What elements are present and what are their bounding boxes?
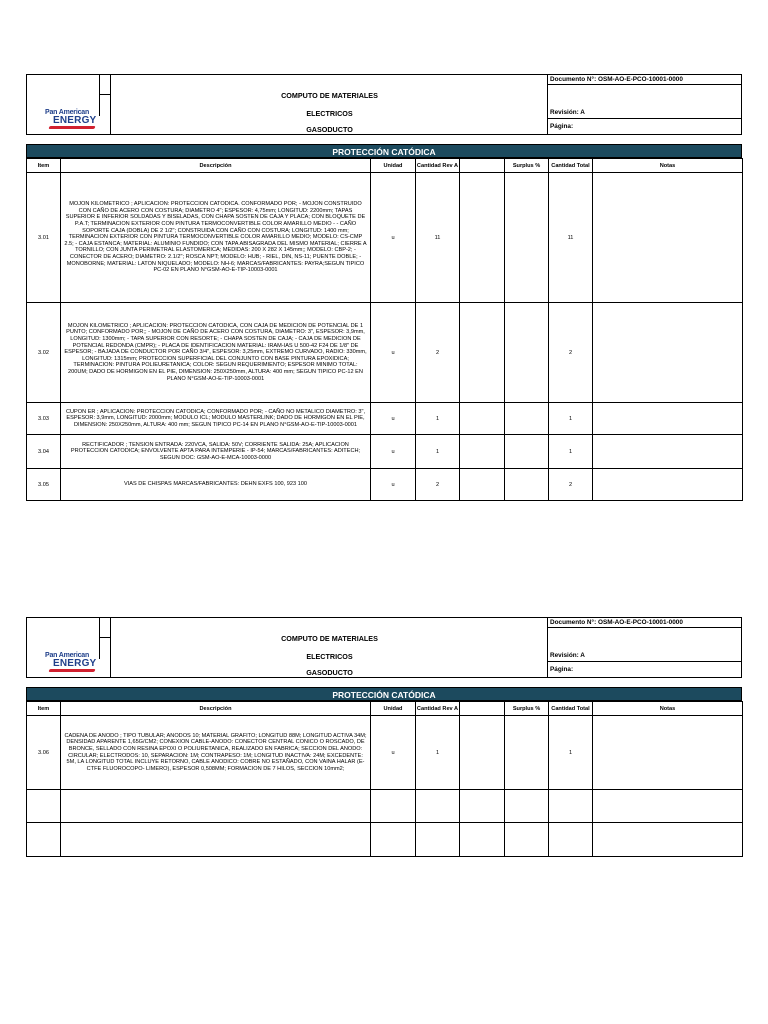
cell-cantidad-rev xyxy=(416,823,460,857)
cell-blank xyxy=(460,435,505,469)
table-row xyxy=(27,469,743,501)
cell-unidad xyxy=(371,823,416,857)
cell-surplus xyxy=(505,823,549,857)
cell-descripcion: MOJON KILOMETRICO ; APLICACION: PROTECCION CATODICA, CON CAJA DE MEDICION DE POTENCIAL DE 1 PUNTO; CONFORMADO POR;; - MOJON DE CAÑO DE ACERO CON COSTURA, DIAMETRO: 3", ESPESOR: 3,9mm, LONGITUD: 1300mm; - TAPA SUPERIOR CON RESORTE; - CHAPA SOSTEN DE CAJA; - CAJA DE MEDICION DE POTENCIAL REDONDA (CMPR); - PLACA DE IDENTIFICACION MATERIAL: IRAM-IAS U 500-42 F24 DE 1/8" DE ESPESOR; - BAJADA DE CONDUCTOR POR CAÑO 3/4", ESPESOR: 3,25mm, EXTREMO CURVADO, RADIO: 330mm, LONGITUD: 1315mm; PROTECCION SUPERFICIAL DEL CONJUNTO CON BASE PINTURA EPOXIDICA; TERMINACION: PINTURA POLIEURETANICA; COLOR: SEGUN REQUERIMIENTO; ESPESOR MINIMO TOTAL: 200UM; DADO DE HORMIGON EN EL PIE, DIMENSION: 250X250mm, ALTURA: 400 mm; SEGUN TIPICO PC-12 EN PLANO N°GSM-AO-E-TIP-10003-0001 xyxy=(61,303,371,403)
revision-label: Revisión: A xyxy=(550,109,585,116)
project-name: GASODUCTO xyxy=(306,668,353,677)
column-header-surplus: Surplus % xyxy=(505,702,549,716)
cell-cantidad-rev: 1 xyxy=(416,716,460,790)
cell-cantidad-rev: 1 xyxy=(416,403,460,435)
logo-text-line2: ENERGY xyxy=(53,658,97,669)
materials-table xyxy=(26,701,743,857)
cell-unidad: u xyxy=(371,173,416,303)
company-logo xyxy=(45,652,101,674)
column-header-unidad: Unidad xyxy=(371,702,416,716)
header-divider xyxy=(548,661,741,662)
cell-blank xyxy=(460,790,505,823)
cell-cantidad-total: 1 xyxy=(549,435,593,469)
document-title: COMPUTO DE MATERIALES xyxy=(281,91,378,100)
cell-cantidad-rev: 1 xyxy=(416,435,460,469)
cell-item: 3.02 xyxy=(27,303,61,403)
table-row xyxy=(27,716,743,790)
column-header-surplus: Surplus % xyxy=(505,159,549,173)
column-header-unidad: Unidad xyxy=(371,159,416,173)
page-label: Página: xyxy=(550,666,574,673)
cell-cantidad-total: 1 xyxy=(549,403,593,435)
company-logo xyxy=(45,109,101,131)
cell-cantidad-total xyxy=(549,790,593,823)
cell-blank xyxy=(460,303,505,403)
cell-cantidad-rev: 2 xyxy=(416,303,460,403)
cell-unidad: u xyxy=(371,469,416,501)
cell-unidad: u xyxy=(371,403,416,435)
column-header-item: Item xyxy=(27,702,61,716)
cell-cantidad-total: 1 xyxy=(549,716,593,790)
cell-notas xyxy=(593,790,743,823)
column-header-blank xyxy=(460,702,505,716)
column-header-cantidad-total: Cantidad Total xyxy=(549,702,593,716)
revision-label: Revisión: A xyxy=(550,652,585,659)
cell-unidad xyxy=(371,790,416,823)
cell-blank xyxy=(460,716,505,790)
logo-text-line1: Pan American xyxy=(45,652,90,659)
table-row xyxy=(27,790,743,823)
document-header xyxy=(26,74,742,135)
logo-text-line2: ENERGY xyxy=(53,115,97,126)
section-title: PROTECCIÓN CATÓDICA xyxy=(26,144,742,158)
table-row xyxy=(27,403,743,435)
cell-item: 3.05 xyxy=(27,469,61,501)
document-header xyxy=(26,617,742,678)
table-header-row xyxy=(27,159,743,173)
header-grid-cell xyxy=(99,618,111,638)
header-divider xyxy=(548,118,741,119)
cell-notas xyxy=(593,469,743,501)
cell-descripcion: CADENA DE ANODO ; TIPO TUBULAR; ANODOS 10; MATERIAL GRAFITO; LONGITUD 88M; LONGITUD ACTIVA 34M; DENSIDAD APARENTE 1,65G/CM2; CONEXION CABLE-ANODO: CONECTOR CENTRAL CONICO O ROSCADO, DE BRONCE, SELLADO CON RESINA EPOXI O POLIURETANICA, REALIZADO EN FABRICA; SECCION DEL ANODO: CIRCULAR; ELECTRODOS: 10, SEPARACION: 1M; CONTRAPESO: 1M; LONGITUD INACTIVA: 24M; EXCEDENTE: 5M, LA LONGITUD TOTAL INCLUYE RETORNO, CABLE ANODICO: COBRE NO ESTAÑADO, CON VAINA HALAR (E-CTFE FLUOROCOPO- LIMERO), ESPESOR 0,508MM; FORMACION DE 7 HILOS, SECCION 10mm2; xyxy=(61,716,371,790)
section-title: PROTECCIÓN CATÓDICA xyxy=(26,687,742,701)
header-divider xyxy=(548,84,741,85)
table-row xyxy=(27,823,743,857)
cell-item xyxy=(27,790,61,823)
table-header-row xyxy=(27,702,743,716)
cell-notas xyxy=(593,403,743,435)
cell-blank xyxy=(460,403,505,435)
header-info-cell xyxy=(548,618,741,677)
cell-surplus xyxy=(505,303,549,403)
cell-cantidad-total xyxy=(549,823,593,857)
header-title-cell xyxy=(111,618,548,677)
logo-text-line1: Pan American xyxy=(45,109,90,116)
cell-surplus xyxy=(505,173,549,303)
document-number: Documento N°: OSM-AO-E-PCO-10001-0000 xyxy=(550,619,683,626)
column-header-blank xyxy=(460,159,505,173)
cell-surplus xyxy=(505,435,549,469)
logo-swoosh-icon xyxy=(48,669,95,672)
cell-notas xyxy=(593,435,743,469)
column-header-cantidad-rev: Cantidad Rev A xyxy=(416,702,460,716)
cell-item xyxy=(27,823,61,857)
materials-table xyxy=(26,158,743,501)
column-header-cantidad-rev: Cantidad Rev A xyxy=(416,159,460,173)
cell-cantidad-total: 2 xyxy=(549,303,593,403)
cell-notas xyxy=(593,303,743,403)
cell-descripcion xyxy=(61,790,371,823)
sheet-page-2 xyxy=(26,617,742,772)
cell-item: 3.06 xyxy=(27,716,61,790)
project-name: GASODUCTO xyxy=(306,125,353,134)
cell-descripcion: VIAS DE CHISPAS MARCAS/FABRICANTES: DEHN EXFS 100, 923 100 xyxy=(61,469,371,501)
cell-surplus xyxy=(505,790,549,823)
cell-blank xyxy=(460,469,505,501)
table-row xyxy=(27,435,743,469)
logo-swoosh-icon xyxy=(48,126,95,129)
column-header-notas: Notas xyxy=(593,159,743,173)
cell-unidad: u xyxy=(371,716,416,790)
column-header-notas: Notas xyxy=(593,702,743,716)
cell-descripcion xyxy=(61,823,371,857)
sheet-page-1 xyxy=(26,74,742,488)
cell-descripcion: RECTIFICADOR ; TENSION ENTRADA: 220VCA, SALIDA: 50V; CORRIENTE SALIDA: 25A; APLICACION PROTECCION CATODICA; ENVOLVENTE APTA PARA INTEMPERIE - IP-54; MARCAS/FABRICANTES: ADITECH; SEGUN DOC: GSM-AO-E-MCA-10003-0000 xyxy=(61,435,371,469)
logo-cell xyxy=(27,75,111,134)
cell-cantidad-rev: 2 xyxy=(416,469,460,501)
column-header-descripcion: Descripción xyxy=(61,159,371,173)
header-divider xyxy=(548,627,741,628)
document-number: Documento N°: OSM-AO-E-PCO-10001-0000 xyxy=(550,76,683,83)
cell-notas xyxy=(593,716,743,790)
cell-surplus xyxy=(505,469,549,501)
header-grid-cell xyxy=(99,75,111,95)
cell-descripcion: MOJON KILOMETRICO ; APLICACION: PROTECCION CATODICA. CONFORMADO POR; - MOJON CONSTRUIDO CON CAÑO DE ACERO CON COSTURA; DIAMETRO 4"; ESPESOR: 4,75mm; LONGITUD: 2200mm; TAPAS SUPERIOR E INFERIOR SOLDADAS Y BISELADAS, CON CHAPA SOSTEN DE CAJA Y PLACA; CON BLOQUETE DE P.A.T; TERMINACION EXTERIOR CON PINTURA TERMOCONVERTIBLE COLOR AMARILLO MEDIO - - CAÑO SOPORTE CAJA (DOBLA) DE 2 1/2"; CONSTRUIDA CON CAÑO CON COSTURA; LONGITUD: 1400 mm; TERMINACION EXTERIOR CON PINTURA TERMOCONVERTIBLE COLOR AMARILLO MEDIO; MODELO: CS-CMP 2.5; - CAJA ESTANCA; MATERIAL: ALUMINIO FUNDIDO; CON TAPA ABISAGRADA DEL MISMO MATERIAL; CIERRE A TORNILLO; CON JUNTA PERIMETRAL ELASTOMERICA; MEDIDAS: 200 X 282 X 145mm;; MODELO: CBP-2; - CONECTOR DE ACERO; DIAMETRO: 2.1/2"; ROSCA NPT; MODELO: HUB; - RIEL, DIN, NS-11; PUENTE DOBLE; - MONOBORNE; MATERIAL: LATON NIQUELADO; MODELO: NH-6; MARCAS/FABRICANTES: PAYRA;SEGUN TIPICO PC-02 EN PLANO N°GSM-AO-E-TIP-10003-0001 xyxy=(61,173,371,303)
cell-cantidad-rev xyxy=(416,790,460,823)
table-row xyxy=(27,303,743,403)
header-info-cell xyxy=(548,75,741,134)
column-header-cantidad-total: Cantidad Total xyxy=(549,159,593,173)
cell-item: 3.01 xyxy=(27,173,61,303)
cell-cantidad-total: 11 xyxy=(549,173,593,303)
table-row xyxy=(27,173,743,303)
cell-surplus xyxy=(505,403,549,435)
cell-cantidad-total: 2 xyxy=(549,469,593,501)
cell-unidad: u xyxy=(371,435,416,469)
document-subtitle: ELECTRICOS xyxy=(306,109,353,118)
cell-item: 3.04 xyxy=(27,435,61,469)
cell-blank xyxy=(460,823,505,857)
document-subtitle: ELECTRICOS xyxy=(306,652,353,661)
cell-unidad: u xyxy=(371,303,416,403)
cell-blank xyxy=(460,173,505,303)
column-header-item: Item xyxy=(27,159,61,173)
header-title-cell xyxy=(111,75,548,134)
column-header-descripcion: Descripción xyxy=(61,702,371,716)
page-label: Página: xyxy=(550,123,574,130)
cell-cantidad-rev: 11 xyxy=(416,173,460,303)
cell-notas xyxy=(593,823,743,857)
cell-notas xyxy=(593,173,743,303)
cell-descripcion: CUPON ER ; APLICACION: PROTECCION CATODICA; CONFORMADO POR; - CAÑO NO METALICO DIAMETRO: 3", ESPESOR: 3,9mm, LONGITUD: 2000mm; MODULO ICL; MODULO MASTERLINK; DADO DE HORMIGON EN EL PIE, DIMENSION: 250X250mm, ALTURA: 400 mm; SEGUN TIPICO PC-14 EN PLANO N°GSM-AO-E-TIP-10003-0001 xyxy=(61,403,371,435)
cell-surplus xyxy=(505,716,549,790)
cell-item: 3.03 xyxy=(27,403,61,435)
logo-cell xyxy=(27,618,111,677)
document-title: COMPUTO DE MATERIALES xyxy=(281,634,378,643)
